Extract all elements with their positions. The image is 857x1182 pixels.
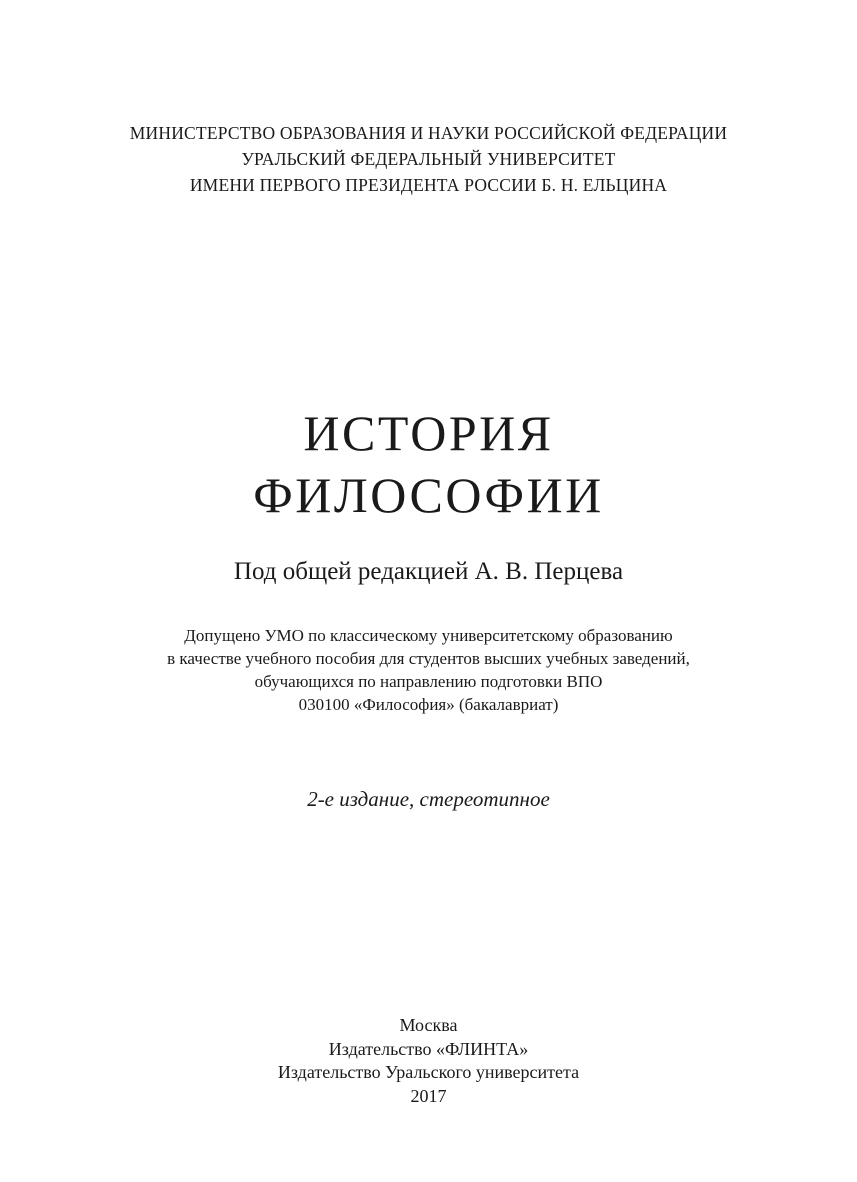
ministry-name: МИНИСТЕРСТВО ОБРАЗОВАНИЯ И НАУКИ РОССИЙСКОЙ ФЕДЕРАЦИИ <box>129 123 728 143</box>
approval-line-2: в качестве учебного пособия для студентов высших учебных заведений, <box>167 649 690 668</box>
approval-line-4: 030100 «Философия» (бакалавриат) <box>298 695 559 714</box>
editor-credit-text: Под общей редакцией А. В. Перцева <box>233 558 624 585</box>
edition-text: 2-е издание, стереотипное <box>307 787 550 811</box>
imprint-publisher-2: Издательство Уральского университета <box>277 1062 580 1082</box>
book-title-line-2: ФИЛОСОФИИ <box>253 467 604 523</box>
imprint-city: Москва <box>399 1015 458 1035</box>
imprint-publisher-1: Издательство «ФЛИНТА» <box>328 1038 529 1059</box>
imprint-year: 2017 <box>410 1085 447 1106</box>
book-title-line-1: ИСТОРИЯ <box>303 405 554 461</box>
approval-line-3: обучающихся по направлению подготовки ВПО <box>254 672 603 691</box>
institution-header <box>0 120 857 198</box>
book-title <box>0 402 857 526</box>
approval-statement <box>0 624 857 716</box>
university-name-line-2: ИМЕНИ ПЕРВОГО ПРЕЗИДЕНТА РОССИИ Б. Н. ЕЛЬЦИНА <box>189 175 668 195</box>
approval-line-1: Допущено УМО по классическому университетскому образованию <box>184 626 673 645</box>
university-name-line-1: УРАЛЬСКИЙ ФЕДЕРАЛЬНЫЙ УНИВЕРСИТЕТ <box>241 149 616 169</box>
publisher-imprint <box>0 1014 857 1108</box>
edition-note <box>0 785 857 813</box>
editor-credit <box>0 556 857 588</box>
